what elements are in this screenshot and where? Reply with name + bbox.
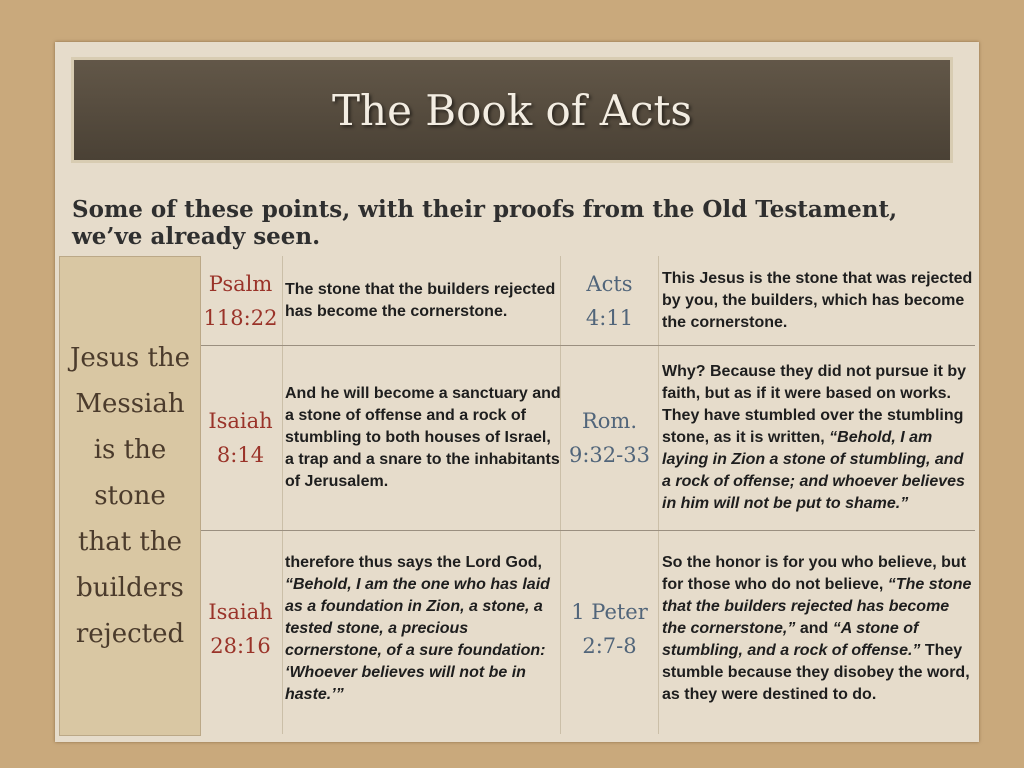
ot-passage-text: therefore thus says the Lord God, [285, 554, 542, 571]
table-row [201, 346, 975, 530]
ot-passage: And he will become a sanctuary and a stone of offense and a rock of stumbling to both houses of Israel, a trap and a snare to the inhabitants of Jerusalem. [285, 385, 561, 490]
ot-reference: Isaiah 28:16 [208, 600, 273, 658]
nt-passage-quote-2: “A stone of stumbling, and a rock of offense.” [662, 620, 921, 659]
side-label: Jesus the Messiah is the stone that the builders rejected [69, 343, 191, 649]
ot-passage: The stone that the builders rejected has become the cornerstone. [285, 280, 556, 320]
nt-reference: Rom. 9:32-33 [569, 409, 650, 467]
nt-passage: This Jesus is the stone that was rejected by you, the builders, which has become the cornerstone. [662, 269, 973, 331]
nt-passage-connector: and [799, 620, 829, 637]
nt-passage-end: They stumble because they disobey the word, as they were destined to do. [662, 642, 970, 703]
side-label-cell [59, 256, 201, 736]
table-row [201, 256, 975, 345]
title-banner [71, 57, 953, 163]
nt-passage [662, 346, 975, 530]
nt-reference: 1 Peter 2:7-8 [571, 600, 648, 658]
ot-reference: Isaiah 8:14 [208, 409, 273, 467]
nt-reference: Acts 4:11 [585, 271, 634, 330]
nt-passage-quote: “Behold, I am laying in Zion a stone of stumbling, and a rock of offense; and whoever believes in him will not be put to shame.” [662, 429, 965, 512]
ot-passage-quote: “Behold, I am the one who has laid as a foundation in Zion, a stone, a tested stone, a precious cornerstone, of a sure foundation: ‘Whoever believes will not be in haste.’” [285, 576, 550, 703]
ot-reference: Psalm 118:22 [203, 271, 278, 330]
nt-passage-text: So the honor is for you who believe, but for those who do not believe, [662, 554, 967, 593]
nt-passage [662, 531, 975, 727]
ot-passage [285, 531, 561, 727]
slide-title: The Book of Acts [332, 85, 692, 135]
nt-passage-text: Why? Because they did not pursue it by faith, but as if it were based on works. They have stumbled over the stumbling stone, as it is written, [662, 363, 967, 446]
nt-passage-quote: “The stone that the builders rejected has become the cornerstone,” [662, 576, 972, 637]
slide-subtitle: Some of these points, with their proofs from the Old Testament, we’ve already seen. [72, 196, 898, 250]
table-row [201, 531, 975, 727]
